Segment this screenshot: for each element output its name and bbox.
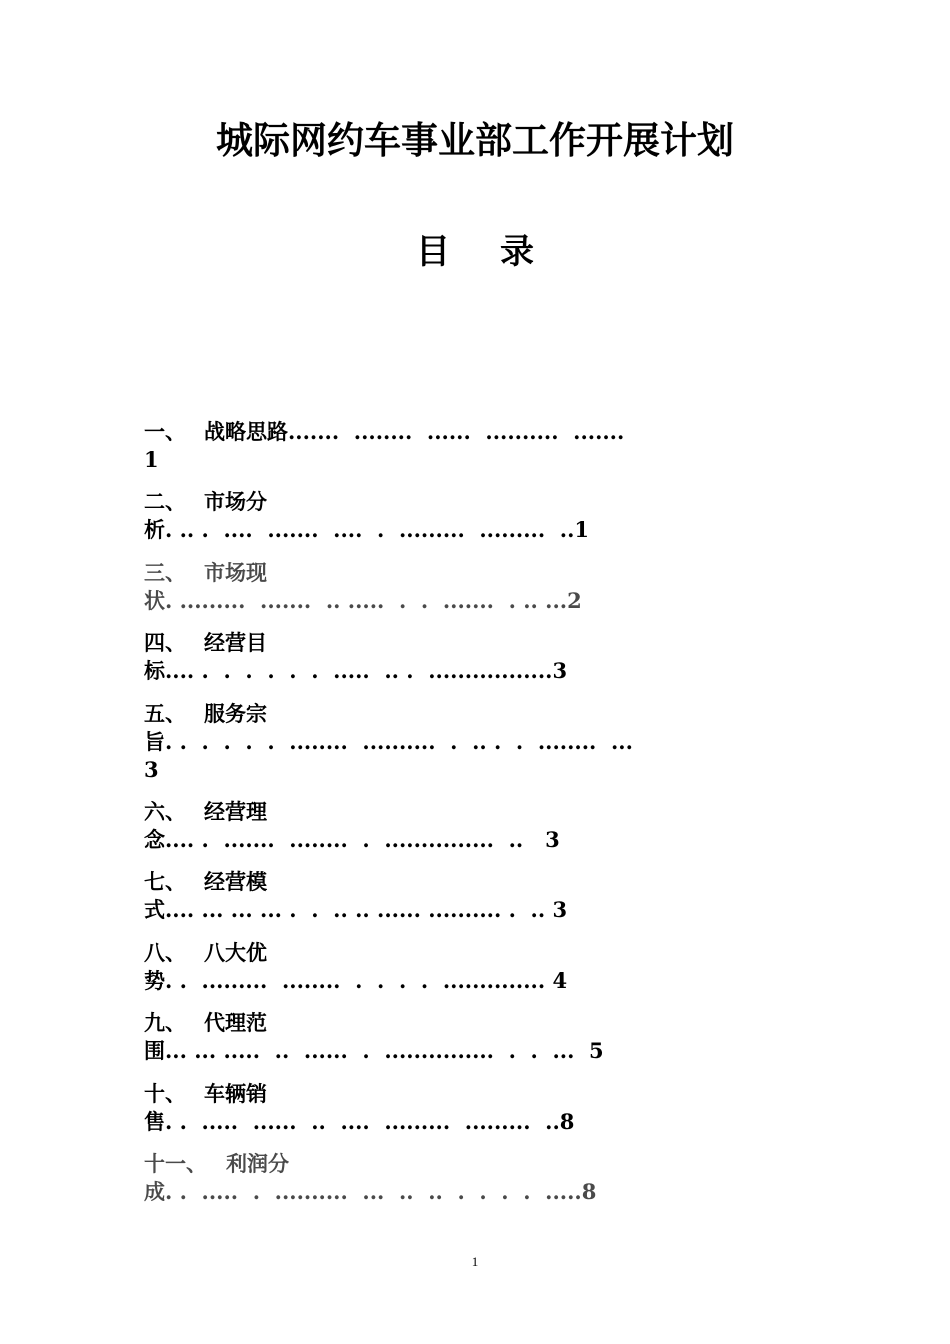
toc-entry-title: 代理范 (204, 1010, 267, 1035)
toc-entry-number: 九、 (144, 1010, 186, 1035)
toc-entry-line (144, 559, 824, 587)
toc-entry-leader-page: 售. . ..... ...... .. .... ......... ......... ..8 (144, 1109, 575, 1134)
toc-entry-agency-scope[interactable] (144, 1009, 824, 1065)
document-title: 城际网约车事业部工作开展计划 (216, 118, 734, 162)
toc-entry-business-goals[interactable] (144, 629, 824, 685)
toc-entry-line (144, 939, 824, 967)
toc-entry-vehicle-sales[interactable] (144, 1080, 824, 1136)
toc-entry-title: 战略思路....... ........ ...... .......... ....... (204, 419, 625, 444)
toc-entry-line (144, 1150, 824, 1178)
toc-entry-leader-page: 析. .. . .... ....... .... . ......... ......... ..1 (144, 517, 590, 542)
toc-entry-title: 市场现 (204, 560, 267, 585)
toc-entry-eight-advantages[interactable] (144, 939, 824, 995)
toc-entry-leader-page: 势. . ......... ........ . . . . .............. 4 (144, 968, 568, 993)
toc-entry-line (144, 488, 824, 516)
toc-entry-business-model[interactable] (144, 868, 824, 924)
toc-heading (0, 230, 950, 274)
toc-entry-number: 一、 (144, 419, 186, 444)
toc-entry-leader-page: 状. ......... ....... .. ..... . . ....... . .. ...2 (144, 588, 582, 613)
toc-entry-title: 市场分 (204, 489, 267, 514)
toc-entry-number: 八、 (144, 940, 186, 965)
toc-entry-strategy[interactable] (144, 418, 824, 474)
toc-entry-number: 二、 (144, 489, 186, 514)
toc-entry-leader-page: 成. . ..... . .......... ... .. .. . . . . .....8 (144, 1179, 597, 1204)
toc-entry-line (144, 798, 824, 826)
toc-entry-number: 十、 (144, 1081, 186, 1106)
toc-entry-profit-sharing[interactable] (144, 1150, 824, 1206)
toc-entry-line (144, 418, 824, 446)
toc-entry-number: 六、 (144, 799, 186, 824)
toc-entry-number: 十一、 (144, 1151, 207, 1176)
toc-entry-market-status[interactable] (144, 559, 824, 615)
toc-entry-market-analysis[interactable] (144, 488, 824, 544)
toc-entry-business-philosophy[interactable] (144, 798, 824, 854)
toc-entry-line (144, 1009, 824, 1037)
toc-entry-title: 车辆销 (204, 1081, 267, 1106)
toc-entry-title: 利润分 (226, 1151, 289, 1176)
toc-entry-page: 3 (144, 757, 159, 782)
toc-entry-number: 三、 (144, 560, 186, 585)
toc-heading-left: 目 (416, 232, 450, 272)
toc-heading-right: 录 (500, 232, 534, 272)
toc-entry-title: 服务宗 (204, 701, 267, 726)
toc-entry-leader: 旨. . . . . . ........ .......... . .. . . ........ ... (144, 729, 633, 754)
toc-entry-title: 八大优 (204, 940, 267, 965)
toc-entry-number: 四、 (144, 630, 186, 655)
toc-entry-number: 七、 (144, 869, 186, 894)
toc-entry-title: 经营目 (204, 630, 267, 655)
toc-entry-number: 五、 (144, 701, 186, 726)
page-number: 1 (471, 1254, 479, 1269)
toc-entry-leader-page: 念.... . ....... ........ . ............... .. 3 (144, 827, 560, 852)
toc-entry-line (144, 868, 824, 896)
toc-entry-leader-page: 围... ... ..... .. ...... . ............... . . ... 5 (144, 1038, 604, 1063)
toc-entry-line (144, 629, 824, 657)
toc-entry-service-purpose[interactable] (144, 700, 824, 784)
toc-entry-title: 经营模 (204, 869, 267, 894)
toc-entry-line (144, 700, 824, 728)
toc-entry-leader-page: 标.... . . . . . . ..... .. . .................3 (144, 658, 568, 683)
toc-entry-line (144, 1080, 824, 1108)
toc-entry-page: 1 (144, 447, 159, 472)
toc-entry-leader-page: 式.... ... ... ... . . .. .. ...... .......... . .. 3 (144, 897, 568, 922)
toc-entry-title: 经营理 (204, 799, 267, 824)
